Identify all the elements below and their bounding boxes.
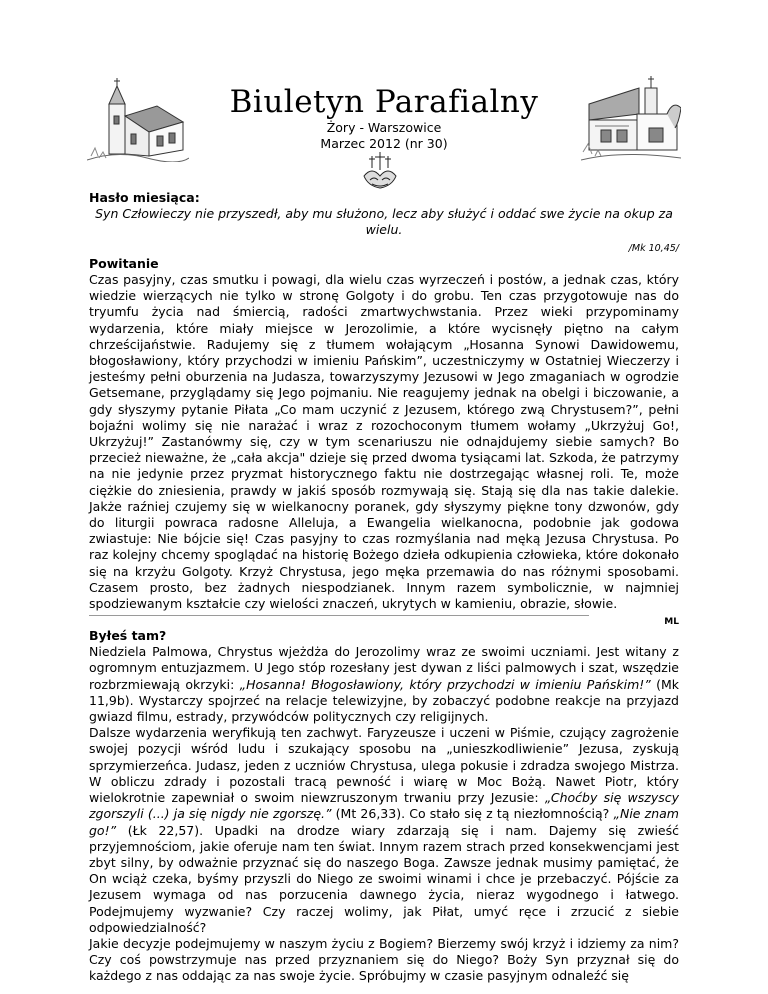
bulletin-issue: Marzec 2012 (nr 30) xyxy=(320,136,448,151)
motto-reference: /Mk 10,45/ xyxy=(628,243,679,254)
article-welcome xyxy=(89,256,679,628)
scripture-quote: „Hosanna! Błogosławiony, który przychodzi w imieniu Pańskim!” xyxy=(239,676,651,692)
article-paragraph xyxy=(89,725,679,936)
paragraph-text: (Mt 26,33). Co stało się z tą niezłomnością? xyxy=(331,806,614,822)
scripture-quote: „Nie znam go!” xyxy=(89,806,679,838)
paragraph-text: Dalsze wydarzenia weryfikują ten zachwyt. Faryzeusze i uczeni w Piśmie, czujący zagrożenie swojej pozycji wśród ludu i szukający sposobu na „unieszkodliwienie” Jezusa, zyskują sprzymierzeńca. Judasz, jeden z uczniów Chrystusa, ulega pokusie i zdradza swojego Mistrza. W obliczu zdrady i pozostali tracą pewność i wiarę w Moc Bożą. Nawet Piotr, który wielokrotnie zapewniał o swoim niewzruszonym trwaniu przy Jezusie: xyxy=(89,725,679,806)
church-illustration-right xyxy=(581,74,681,164)
motto-section xyxy=(89,190,679,256)
bulletin-location: Żory - Warszowice xyxy=(326,120,442,135)
motto-text: Syn Człowieczy nie przyszedł, aby mu służono, lecz aby służyć i oddać swe życie na okup za wielu. xyxy=(95,206,673,237)
article-were-you-there xyxy=(89,628,679,984)
scripture-quote: „Choćby się wszyscy zgorszyli (...) ja się nigdy nie zgorszę.” xyxy=(89,790,680,822)
article-title: Byłeś tam? xyxy=(89,628,167,644)
paragraph-text: Niedziela Palmowa, Chrystus wjeżdża do Jerozolimy wraz ze swoimi uczniami. Jest witany z ogromnym entuzjazmem. U Jego stóp rozesłany jest dywan z liści palmowych i szat, wszędzie rozbrzmiewają okrzyki: xyxy=(89,644,679,692)
article-paragraph xyxy=(89,644,679,725)
article-paragraph: Jakie decyzje podejmujemy w naszym życiu z Bogiem? Bierzemy swój krzyż i idziemy za nim? Czy coś powstrzymuje nas przed przyznaniem się do Niego? Boży Syn przyznał się do każdego z nas oddając za nas swoje życie. Spróbujmy w czasie pasyjnym odnaleźć się xyxy=(89,935,679,984)
article-body: Czas pasyjny, czas smutku i powagi, dla wielu czas wyrzeczeń i postów, a jednak czas, który wiedzie wierzących nie tylko w stronę Golgoty i do grobu. Ten czas przygotowuje nas do tryumfu życia nad śmiercią, radości zmartwychwstania. Przez wieki przypominamy wydarzenia, które miały miejsce w Jerozolimie, a które wycisnęły piętno na całym chrześcijaństwie. Radujemy się z tłumem wołającym „Hosanna Synowi Dawidowemu, błogosławiony, który przychodzi w imieniu Pańskim”, uczestniczymy w Ostatniej Wieczerzy i jesteśmy pełni oburzenia na Judasza, towarzyszymy Jezusowi w Jego zmaganiach w ogrodzie Getsemane, przyglądamy się Jego pojmaniu. Nie reagujemy jednak na obelgi i biczowanie, a gdy słyszymy pytanie Piłata „Co mam uczynić z Jezusem, którego zwą Chrystusem?”, pełni bojaźni wolimy się nie narażać i wraz z rozochoconym tłumem wołamy „Ukrzyżuj Go!, Ukrzyżuj!” Zastanówmy się, czy w tym scenariuszu nie odnajdujemy siebie samych? Bo przecież nieważne, że „cała akcja" dzieje się przed dwoma tysiącami lat. Szkoda, że patrzymy na nie jedynie przez pryzmat historycznego faktu nie dostrzegając własnej roli. Te, może ciężkie do zniesienia, prawdy w jakiś sposób rozmywają się. Stają się dla nas takie dalekie. Jakże raźniej czujemy się w wielkanocny poranek, gdy słyszymy piękne tony dzwonów, gdy do liturgii powraca radosne Alleluja, a Ewangelia wielkanocna, podobnie jak godowa zwiastuje: Nie bójcie się! Czas pasyjny to czas rozmyślania nad męką Jezusa Chrystusa. Po raz kolejny chcemy spoglądać na historię Bożego dzieła odkupienia człowieka, które dokonało się na krzyżu Golgoty. Krzyż Chrystusa, jego męka przemawia do nas różnymi sposobami. Czasem prosto, bez żadnych niespodzianek. Innym razem symbolicznie, w najmniej spodziewanym kształcie czy wielości znaczeń, ukrytych w kamieniu, obrazie, słowie. xyxy=(89,272,679,612)
page xyxy=(89,0,679,985)
article-title: Powitanie xyxy=(89,256,159,271)
paragraph-text: (Łk 22,57). Upadki na drodze wiary zdarzają się i nam. Dajemy się zwieść przyjemnościom, jakie oferuje nam ten świat. Innym razem strach przed konsekwencjami jest zbyt silny, by odważnie przyznać się do naszego Boga. Zawsze jednak musimy pamiętać, że On wciąż czeka, byśmy przyszli do Niego ze swoimi winami i chce je przebaczyć. Pójście za Jezusem wymaga od nas porzucenia dawnego życia, nieraz wygodnego i łatwego. Podejmujemy wyzwanie? Czy raczej wolimy, jak Piłat, umyć ręce i zrzucić z siebie odpowiedzialność? xyxy=(89,822,679,935)
masthead xyxy=(89,0,679,186)
author-signature: ML xyxy=(664,617,679,628)
bulletin-title: Biuletyn Parafialny xyxy=(229,84,539,120)
motto-heading: Hasło miesiąca: xyxy=(89,190,200,205)
cross-lilies-icon xyxy=(358,150,402,192)
paragraph-text: (Mk 11,9b). Wystarczy spojrzeć na relacje telewizyjne, by zobaczyć podobne reakcje na przyjazd gwiazd filmu, estrady, przywódców politycznych czy religijnych. xyxy=(89,676,680,725)
